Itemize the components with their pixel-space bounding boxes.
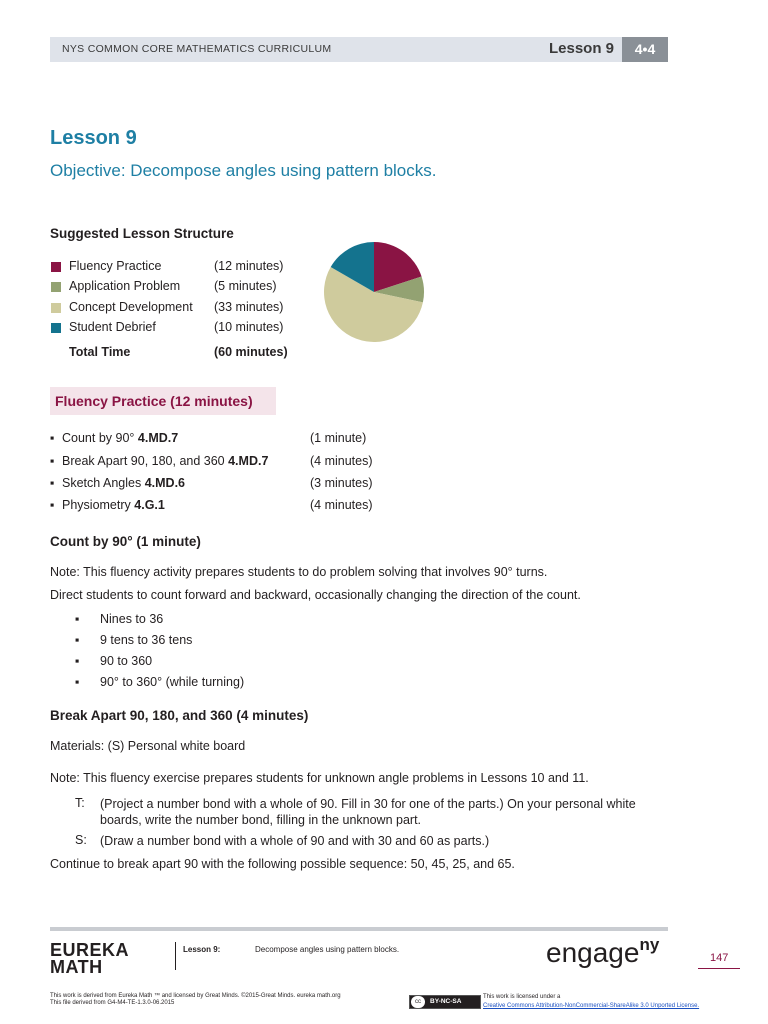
license-line: This work is licensed under a <box>483 994 561 1000</box>
footer-lesson: Lesson 9: <box>183 945 221 954</box>
lesson-objective: Objective: Decompose angles using pattern blocks. <box>50 161 437 180</box>
footer-objective: Decompose angles using pattern blocks. <box>255 945 400 954</box>
page-header <box>50 37 668 62</box>
structure-time: (10 minutes) <box>214 320 284 334</box>
structure-label: Application Problem <box>69 279 181 293</box>
fluency-item-time: (4 minutes) <box>310 498 373 512</box>
fluency-item-time: (3 minutes) <box>310 476 373 490</box>
structure-time: (33 minutes) <box>214 300 284 314</box>
bullet-icon: ▪ <box>75 654 80 668</box>
structure-time: (5 minutes) <box>214 279 277 293</box>
count-direction: Direct students to count forward and backward, occasionally changing the direction of the count. <box>50 588 581 602</box>
continue-line: Continue to break apart 90 with the following possible sequence: 50, 45, 25, and 65. <box>50 857 515 871</box>
bullet-icon: ▪ <box>50 454 55 468</box>
total-label: Total Time <box>69 345 131 359</box>
fluency-item-label: Physiometry <box>62 498 131 512</box>
bullet-icon: ▪ <box>50 498 55 512</box>
fluency-swatch <box>51 262 61 272</box>
creative-commons-icon: cc <box>411 996 425 1008</box>
teacher-label: T: <box>75 796 85 810</box>
structure-label: Fluency Practice <box>69 259 162 273</box>
count-note: Note: This fluency activity prepares students to do problem solving that involves 90° turns. <box>50 565 548 579</box>
total-time: (60 minutes) <box>214 345 288 359</box>
count-item-text: 90° to 360° (while turning) <box>100 675 245 689</box>
page-number-rule <box>698 968 740 969</box>
derived-line-2: This file derived from G4-M4-TE-1.3.0-06.2015 <box>50 1000 175 1006</box>
standard-code: 4.MD.7 <box>137 431 179 445</box>
logo-line-1: EUREKA <box>50 940 130 960</box>
standard-code: 4.MD.7 <box>228 454 269 468</box>
bullet-icon: ▪ <box>75 633 80 647</box>
bullet-icon: ▪ <box>50 476 55 490</box>
standard-code: 4.G.1 <box>134 498 165 512</box>
count-item-text: 9 tens to 36 tens <box>100 633 193 647</box>
count-item-text: Nines to 36 <box>100 612 164 626</box>
lesson-title: Lesson 9 <box>50 127 137 149</box>
concept-swatch <box>51 303 61 313</box>
materials-line: Materials: (S) Personal white board <box>50 739 246 753</box>
application-swatch <box>51 282 61 292</box>
bullet-icon: ▪ <box>75 675 80 689</box>
eureka-math-logo <box>50 942 129 976</box>
header-lesson: Lesson 9 <box>548 40 614 57</box>
structure-label: Student Debrief <box>69 320 156 334</box>
fluency-item-time: (1 minute) <box>310 431 367 445</box>
student-label: S: <box>75 833 87 847</box>
structure-label: Concept Development <box>69 300 193 314</box>
cc-badge-text: BY-NC-SA <box>430 998 462 1005</box>
license-link[interactable]: Creative Commons Attribution-NonCommercial-ShareAlike 3.0 Unported License. <box>483 1003 700 1009</box>
teacher-text: (Project a number bond with a whole of 90. Fill in 30 for one of the parts.) On your personal white boards, write the number bond, filling in the unknown part. <box>100 797 636 827</box>
student-text: (Draw a number bond with a whole of 90 and with 30 and 60 as parts.) <box>100 834 490 848</box>
page-number: 147 <box>710 952 729 964</box>
fluency-item-label: Sketch Angles <box>62 476 142 490</box>
curriculum-label: NYS COMMON CORE MATHEMATICS CURRICULUM <box>62 43 332 55</box>
count-section-heading: Count by 90° (1 minute) <box>50 534 201 549</box>
cc-license-badge <box>409 995 481 1009</box>
break-note: Note: This fluency exercise prepares students for unknown angle problems in Lessons 10 and 11. <box>50 771 589 785</box>
header-grade-badge: 4•4 <box>622 37 668 62</box>
ny-text: ny <box>639 935 660 954</box>
footer-rule <box>50 927 668 931</box>
logo-line-2: MATH <box>50 957 103 977</box>
structure-time: (12 minutes) <box>214 259 284 273</box>
fluency-item-label: Count by 90° <box>62 431 135 445</box>
fluency-practice-box <box>50 387 276 415</box>
count-item-text: 90 to 360 <box>100 654 153 668</box>
derived-line-1: This work is derived from Eureka Math ™ and licensed by Great Minds. ©2015-Great Minds. eureka math.org <box>50 993 341 999</box>
lesson-structure-pie <box>322 240 426 344</box>
fluency-item-label: Break Apart 90, 180, and 360 <box>62 454 225 468</box>
engage-text: engage <box>546 937 640 968</box>
structure-heading: Suggested Lesson Structure <box>50 226 234 241</box>
debrief-swatch <box>51 323 61 333</box>
fluency-item-time: (4 minutes) <box>310 454 373 468</box>
bullet-icon: ▪ <box>50 431 55 445</box>
engageny-logo <box>546 937 659 969</box>
footer-divider <box>175 942 176 970</box>
fluency-practice-title: Fluency Practice (12 minutes) <box>55 393 253 409</box>
break-section-heading: Break Apart 90, 180, and 360 (4 minutes) <box>50 708 309 723</box>
bullet-icon: ▪ <box>75 612 80 626</box>
standard-code: 4.MD.6 <box>144 476 185 490</box>
